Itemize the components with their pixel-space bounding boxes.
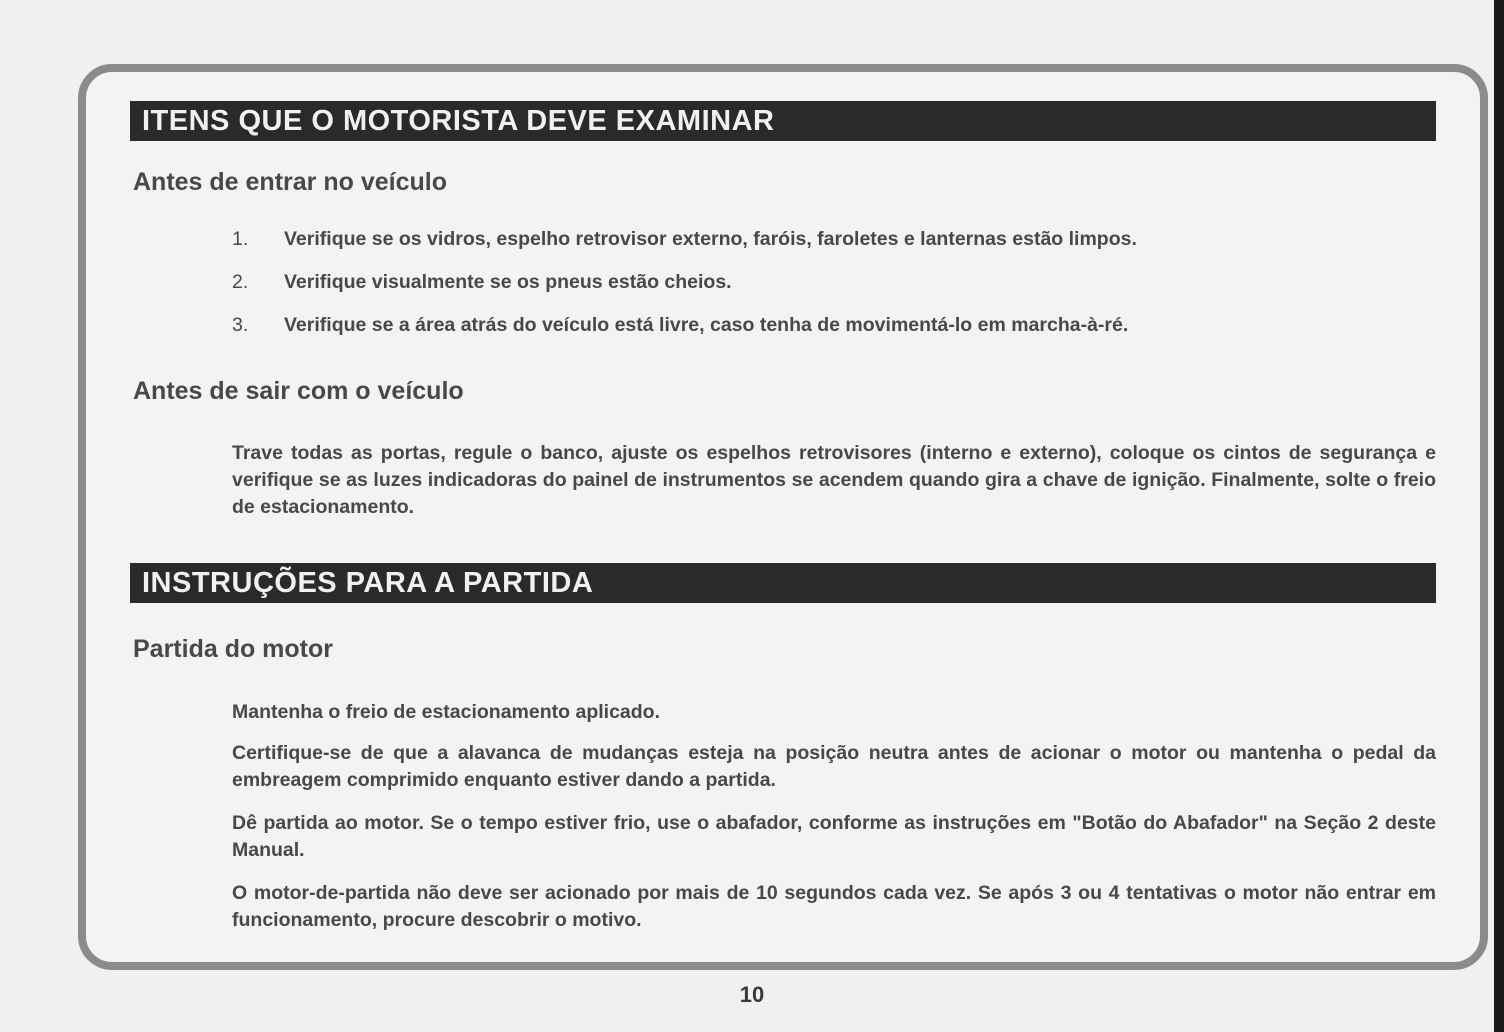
paragraph-dar-partida: Dê partida ao motor. Se o tempo estiver frio, use o abafador, conforme as instruções em "Botão do Abafador" na Seção 2 deste Manual.	[232, 812, 1436, 861]
section-title-partida: INSTRUÇÕES PARA A PARTIDA	[130, 563, 1436, 603]
list-number: 3.	[232, 314, 249, 336]
paragraph-antes-de-sair: Trave todas as portas, regule o banco, ajuste os espelhos retrovisores (interno e externo), coloque os cintos de segurança e verifique se as luzes indicadoras do painel de instrumentos se acendem quando gira a chave de ignição. Finalmente, solte o freio de estacionamento.	[232, 442, 1436, 518]
list-number: 1.	[232, 228, 249, 250]
list-text: Verifique visualmente se os pneus estão cheios.	[284, 271, 732, 293]
list-text: Verifique se os vidros, espelho retrovisor externo, faróis, faroletes e lanternas estão limpos.	[284, 228, 1137, 250]
paragraph-alavanca: Certifique-se de que a alavanca de mudanças esteja na posição neutra antes de acionar o motor ou mantenha o pedal da embreagem comprimido enquanto estiver dando a partida.	[232, 742, 1436, 791]
list-number: 2.	[232, 271, 249, 293]
list-item	[232, 314, 1436, 357]
list-text: Verifique se a área atrás do veículo está livre, caso tenha de movimentá-lo em marcha-à-ré.	[284, 314, 1129, 336]
paragraph-motor-de-partida: O motor-de-partida não deve ser acionado por mais de 10 segundos cada vez. Se após 3 ou 4 tentativas o motor não entrar em funcionamento, procure descobrir o motivo.	[232, 882, 1436, 931]
page-edge	[1494, 0, 1504, 1032]
section-title-examinar: ITENS QUE O MOTORISTA DEVE EXAMINAR	[130, 101, 1436, 141]
page-number: 10	[739, 982, 765, 1007]
subheading-partida-do-motor: Partida do motor	[133, 635, 334, 663]
subheading-antes-de-sair: Antes de sair com o veículo	[133, 377, 464, 405]
list-item	[232, 228, 1436, 271]
subheading-antes-de-entrar: Antes de entrar no veículo	[133, 168, 447, 196]
list-item	[232, 271, 1436, 314]
checklist	[232, 228, 1436, 357]
paragraph-freio: Mantenha o freio de estacionamento aplicado.	[232, 701, 661, 723]
